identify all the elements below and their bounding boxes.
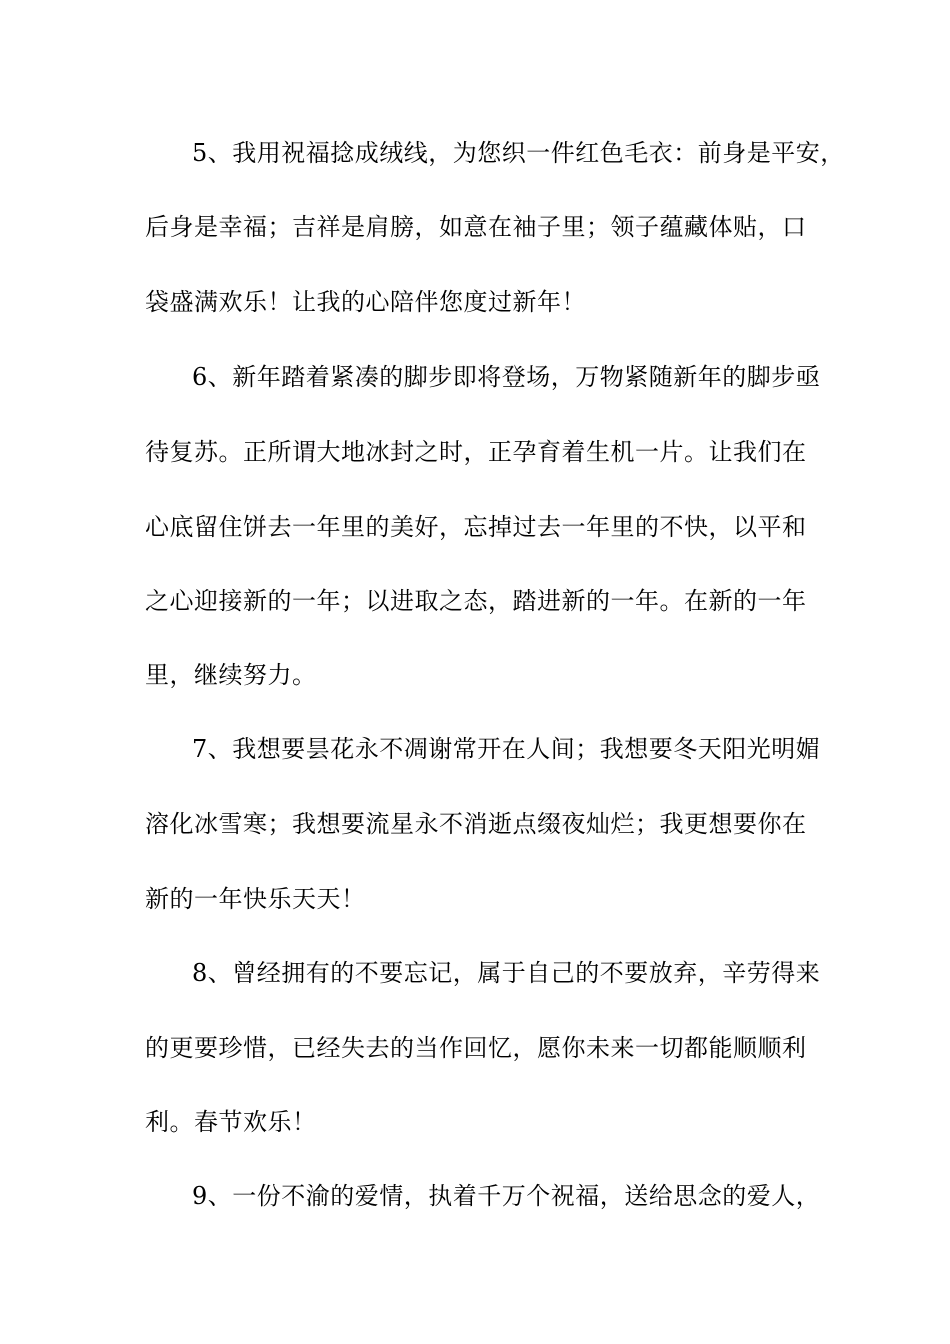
paragraph-8-line-3: 利。春节欢乐！ — [145, 1108, 317, 1136]
paragraph-7-line-1: 7、我想要昙花永不凋谢常开在人间；我想要冬天阳光明媚 — [192, 735, 821, 763]
paragraph-8-line-1: 8、曾经拥有的不要忘记，属于自己的不要放弃，辛劳得来 — [192, 959, 821, 987]
paragraph-7-line-2: 溶化冰雪寒；我想要流星永不消逝点缀夜灿烂；我更想要你在 — [145, 810, 807, 838]
paragraph-7-line-3: 新的一年快乐天天！ — [145, 885, 366, 913]
paragraph-5-line-2: 后身是幸福；吉祥是肩膀，如意在袖子里；领子蕴藏体贴，口 — [145, 213, 807, 241]
paragraph-5-line-1: 5、我用祝福捻成绒线，为您织一件红色毛衣：前身是平安， — [192, 139, 845, 167]
paragraph-6-line-5: 里，继续努力。 — [145, 661, 317, 689]
paragraph-6-line-4: 之心迎接新的一年；以进取之态，踏进新的一年。在新的一年 — [145, 587, 807, 615]
paragraph-9-line-1: 9、一份不渝的爱情，执着千万个祝福，送给思念的爱人， — [192, 1182, 821, 1210]
paragraph-6-line-2: 待复苏。正所谓大地冰封之时，正孕育着生机一片。让我们在 — [145, 438, 807, 466]
paragraph-6-line-3: 心底留住饼去一年里的美好，忘掉过去一年里的不快，以平和 — [145, 513, 807, 541]
paragraph-6-line-1: 6、新年踏着紧凑的脚步即将登场，万物紧随新年的脚步亟 — [192, 363, 821, 391]
paragraph-8-line-2: 的更要珍惜，已经失去的当作回忆，愿你未来一切都能顺顺利 — [145, 1034, 807, 1062]
paragraph-5-line-3: 袋盛满欢乐！让我的心陪伴您度过新年！ — [145, 288, 586, 316]
